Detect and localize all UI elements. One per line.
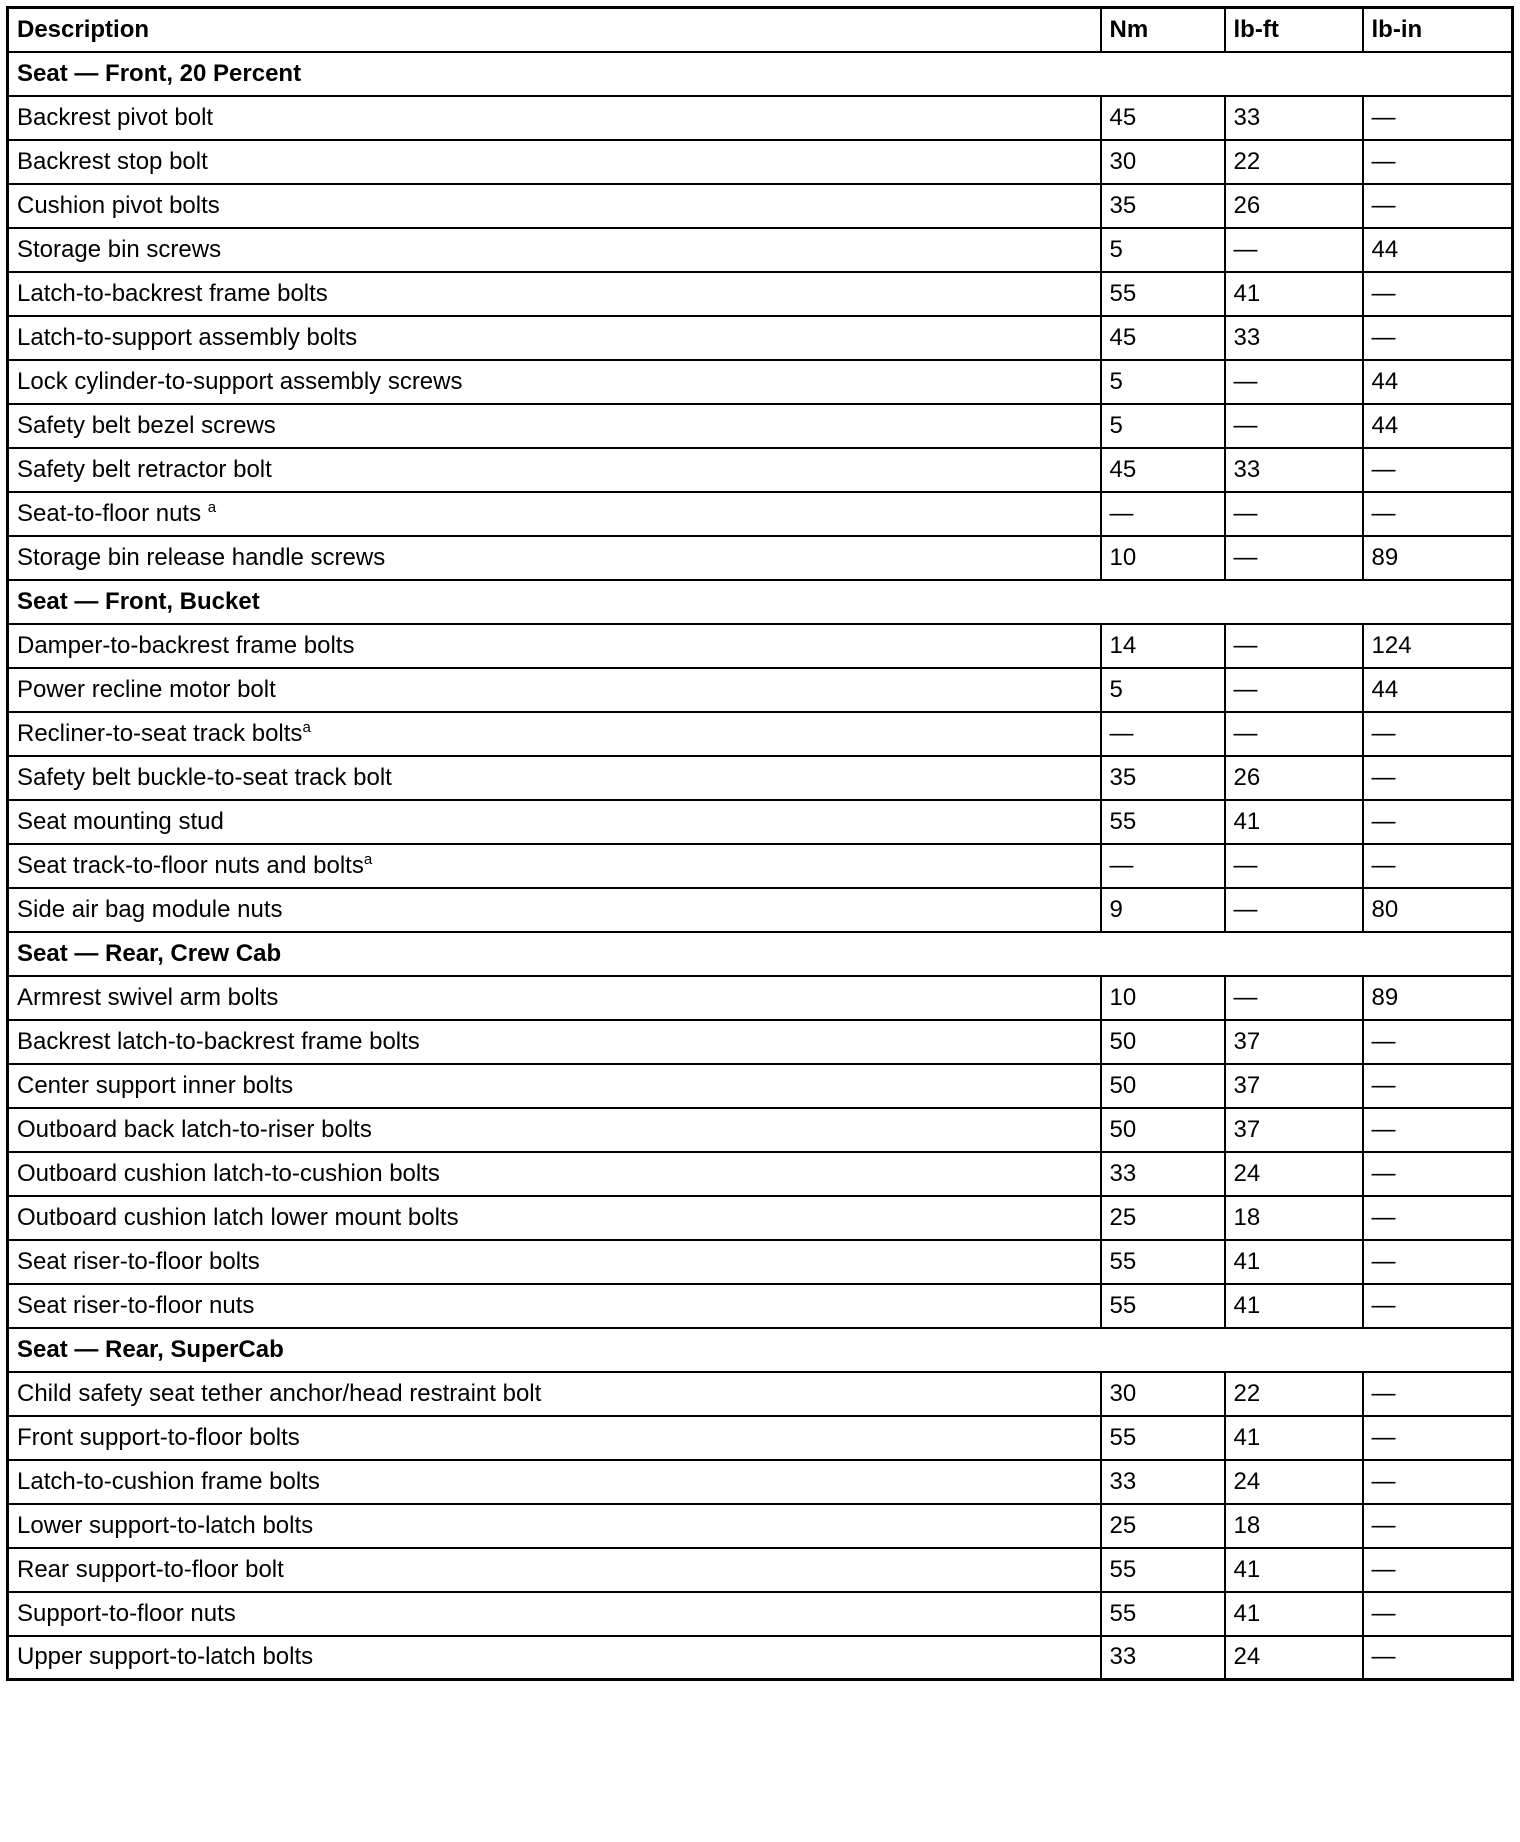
- description-cell: [8, 1240, 1101, 1284]
- description-cell: [8, 1416, 1101, 1460]
- description-text: Seat track-to-floor nuts and bolts: [17, 851, 364, 879]
- lb-ft-cell: 41: [1225, 272, 1363, 316]
- lb-in-cell: —: [1363, 1592, 1513, 1636]
- lb-ft-cell: 41: [1225, 1416, 1363, 1460]
- lb-ft-cell: —: [1225, 844, 1363, 888]
- lb-ft-cell: —: [1225, 228, 1363, 272]
- description-cell: [8, 624, 1101, 668]
- description-text: Latch-to-support assembly bolts: [17, 323, 358, 351]
- nm-cell: 35: [1101, 184, 1225, 228]
- lb-in-cell: —: [1363, 1284, 1513, 1328]
- description-text: Front support-to-floor bolts: [17, 1423, 300, 1451]
- lb-in-cell: —: [1363, 448, 1513, 492]
- lb-in-cell: 44: [1363, 404, 1513, 448]
- section-header-row: [8, 1328, 1513, 1372]
- lb-ft-cell: 33: [1225, 316, 1363, 360]
- nm-cell: 55: [1101, 272, 1225, 316]
- description-cell: [8, 404, 1101, 448]
- lb-in-cell: 89: [1363, 536, 1513, 580]
- description-cell: [8, 1020, 1101, 1064]
- lb-in-cell: —: [1363, 1020, 1513, 1064]
- description-cell: [8, 1460, 1101, 1504]
- nm-cell: 5: [1101, 668, 1225, 712]
- lb-in-cell: 44: [1363, 228, 1513, 272]
- description-cell: [8, 1196, 1101, 1240]
- table-row: [8, 1460, 1513, 1504]
- nm-cell: 33: [1101, 1460, 1225, 1504]
- lb-in-cell: —: [1363, 140, 1513, 184]
- lb-in-cell: —: [1363, 1636, 1513, 1680]
- description-cell: [8, 668, 1101, 712]
- description-text: Rear support-to-floor bolt: [17, 1555, 284, 1583]
- table-row: [8, 140, 1513, 184]
- lb-in-cell: —: [1363, 316, 1513, 360]
- lb-ft-cell: —: [1225, 712, 1363, 756]
- nm-cell: 45: [1101, 96, 1225, 140]
- description-cell: [8, 492, 1101, 536]
- lb-ft-cell: 24: [1225, 1636, 1363, 1680]
- description-text: Damper-to-backrest frame bolts: [17, 631, 355, 659]
- description-cell: [8, 976, 1101, 1020]
- header-description: Description: [8, 8, 1101, 52]
- section-title: Seat — Rear, Crew Cab: [8, 932, 1513, 976]
- footnote-marker: a: [207, 498, 217, 516]
- table-row: [8, 184, 1513, 228]
- description-text: Backrest pivot bolt: [17, 103, 214, 131]
- table-row: [8, 228, 1513, 272]
- description-cell: [8, 844, 1101, 888]
- nm-cell: 45: [1101, 448, 1225, 492]
- description-cell: [8, 360, 1101, 404]
- header-nm: Nm: [1101, 8, 1225, 52]
- header-lb-in: lb-in: [1363, 8, 1513, 52]
- description-cell: [8, 1372, 1101, 1416]
- table-row: [8, 1152, 1513, 1196]
- lb-ft-cell: —: [1225, 888, 1363, 932]
- torque-spec-table: [6, 6, 1514, 1681]
- nm-cell: 50: [1101, 1108, 1225, 1152]
- description-text: Side air bag module nuts: [17, 895, 283, 923]
- description-cell: [8, 184, 1101, 228]
- description-text: Seat mounting stud: [17, 807, 224, 835]
- lb-in-cell: —: [1363, 1064, 1513, 1108]
- table-row: [8, 1636, 1513, 1680]
- nm-cell: 55: [1101, 1240, 1225, 1284]
- nm-cell: —: [1101, 492, 1225, 536]
- lb-ft-cell: 24: [1225, 1460, 1363, 1504]
- description-text: Armrest swivel arm bolts: [17, 983, 279, 1011]
- description-text: Upper support-to-latch bolts: [17, 1643, 314, 1671]
- table-row: [8, 360, 1513, 404]
- table-row: [8, 1196, 1513, 1240]
- lb-in-cell: —: [1363, 1108, 1513, 1152]
- section-title: Seat — Front, 20 Percent: [8, 52, 1513, 96]
- description-text: Safety belt retractor bolt: [17, 455, 272, 483]
- nm-cell: —: [1101, 712, 1225, 756]
- nm-cell: 50: [1101, 1020, 1225, 1064]
- description-text: Seat riser-to-floor nuts: [17, 1291, 255, 1319]
- table-row: [8, 1504, 1513, 1548]
- lb-ft-cell: 41: [1225, 1548, 1363, 1592]
- description-cell: [8, 756, 1101, 800]
- table-row: [8, 844, 1513, 888]
- lb-ft-cell: 24: [1225, 1152, 1363, 1196]
- footnote-marker: a: [302, 718, 311, 736]
- table-row: [8, 96, 1513, 140]
- lb-ft-cell: —: [1225, 492, 1363, 536]
- description-text: Seat-to-floor nuts: [17, 499, 208, 527]
- description-cell: [8, 1152, 1101, 1196]
- table-row: [8, 1416, 1513, 1460]
- lb-in-cell: 80: [1363, 888, 1513, 932]
- description-cell: [8, 1636, 1101, 1680]
- description-text: Support-to-floor nuts: [17, 1599, 236, 1627]
- table-row: [8, 1240, 1513, 1284]
- description-text: Storage bin release handle screws: [17, 543, 386, 571]
- lb-ft-cell: 18: [1225, 1504, 1363, 1548]
- lb-in-cell: —: [1363, 844, 1513, 888]
- nm-cell: 35: [1101, 756, 1225, 800]
- lb-in-cell: —: [1363, 272, 1513, 316]
- nm-cell: 5: [1101, 404, 1225, 448]
- nm-cell: 25: [1101, 1504, 1225, 1548]
- lb-ft-cell: —: [1225, 976, 1363, 1020]
- lb-ft-cell: 26: [1225, 756, 1363, 800]
- lb-ft-cell: 37: [1225, 1064, 1363, 1108]
- table-body: [8, 52, 1513, 1680]
- description-text: Seat riser-to-floor bolts: [17, 1247, 260, 1275]
- description-text: Safety belt buckle-to-seat track bolt: [17, 763, 392, 791]
- table-row: [8, 668, 1513, 712]
- table-row: [8, 1108, 1513, 1152]
- lb-in-cell: —: [1363, 756, 1513, 800]
- description-cell: [8, 1108, 1101, 1152]
- table-row: [8, 888, 1513, 932]
- nm-cell: 50: [1101, 1064, 1225, 1108]
- lb-ft-cell: 41: [1225, 1592, 1363, 1636]
- description-text: Outboard back latch-to-riser bolts: [17, 1115, 372, 1143]
- description-cell: [8, 140, 1101, 184]
- table-row: [8, 756, 1513, 800]
- lb-ft-cell: 33: [1225, 96, 1363, 140]
- lb-in-cell: 89: [1363, 976, 1513, 1020]
- table-row: [8, 404, 1513, 448]
- lb-ft-cell: 18: [1225, 1196, 1363, 1240]
- nm-cell: 30: [1101, 1372, 1225, 1416]
- nm-cell: 45: [1101, 316, 1225, 360]
- nm-cell: 55: [1101, 1592, 1225, 1636]
- nm-cell: 33: [1101, 1152, 1225, 1196]
- description-text: Lock cylinder-to-support assembly screws: [17, 367, 463, 395]
- description-cell: [8, 1064, 1101, 1108]
- lb-in-cell: —: [1363, 1460, 1513, 1504]
- description-text: Power recline motor bolt: [17, 675, 276, 703]
- nm-cell: 55: [1101, 1284, 1225, 1328]
- table-row: [8, 624, 1513, 668]
- header-lb-ft: lb-ft: [1225, 8, 1363, 52]
- table-row: [8, 1592, 1513, 1636]
- table-row: [8, 976, 1513, 1020]
- description-text: Center support inner bolts: [17, 1071, 294, 1099]
- nm-cell: —: [1101, 844, 1225, 888]
- lb-ft-cell: 41: [1225, 800, 1363, 844]
- section-header-row: [8, 932, 1513, 976]
- description-text: Recliner-to-seat track bolts: [17, 719, 303, 747]
- table-row: [8, 800, 1513, 844]
- nm-cell: 33: [1101, 1636, 1225, 1680]
- description-cell: [8, 1504, 1101, 1548]
- description-cell: [8, 228, 1101, 272]
- description-cell: [8, 1284, 1101, 1328]
- section-title: Seat — Front, Bucket: [8, 580, 1513, 624]
- description-text: Safety belt bezel screws: [17, 411, 276, 439]
- table-row: [8, 536, 1513, 580]
- lb-in-cell: 44: [1363, 360, 1513, 404]
- lb-in-cell: —: [1363, 1196, 1513, 1240]
- lb-in-cell: —: [1363, 712, 1513, 756]
- lb-ft-cell: 37: [1225, 1108, 1363, 1152]
- lb-in-cell: —: [1363, 1548, 1513, 1592]
- lb-in-cell: —: [1363, 184, 1513, 228]
- table-row: [8, 712, 1513, 756]
- lb-ft-cell: 22: [1225, 140, 1363, 184]
- table-row: [8, 492, 1513, 536]
- description-text: Lower support-to-latch bolts: [17, 1511, 314, 1539]
- description-cell: [8, 712, 1101, 756]
- lb-ft-cell: 33: [1225, 448, 1363, 492]
- header-row: [8, 8, 1513, 52]
- table-row: [8, 448, 1513, 492]
- nm-cell: 9: [1101, 888, 1225, 932]
- description-cell: [8, 272, 1101, 316]
- lb-ft-cell: 37: [1225, 1020, 1363, 1064]
- description-text: Outboard cushion latch-to-cushion bolts: [17, 1159, 440, 1187]
- lb-in-cell: —: [1363, 1372, 1513, 1416]
- table-row: [8, 1284, 1513, 1328]
- description-cell: [8, 316, 1101, 360]
- description-text: Storage bin screws: [17, 235, 222, 263]
- description-cell: [8, 536, 1101, 580]
- lb-in-cell: 124: [1363, 624, 1513, 668]
- lb-ft-cell: —: [1225, 668, 1363, 712]
- description-cell: [8, 1592, 1101, 1636]
- nm-cell: 5: [1101, 228, 1225, 272]
- lb-ft-cell: —: [1225, 536, 1363, 580]
- description-cell: [8, 96, 1101, 140]
- description-text: Latch-to-backrest frame bolts: [17, 279, 328, 307]
- description-cell: [8, 1548, 1101, 1592]
- description-text: Cushion pivot bolts: [17, 191, 220, 219]
- table-row: [8, 1020, 1513, 1064]
- table-row: [8, 272, 1513, 316]
- lb-ft-cell: —: [1225, 360, 1363, 404]
- table-row: [8, 1372, 1513, 1416]
- description-text: Latch-to-cushion frame bolts: [17, 1467, 320, 1495]
- nm-cell: 55: [1101, 800, 1225, 844]
- lb-in-cell: —: [1363, 1152, 1513, 1196]
- nm-cell: 5: [1101, 360, 1225, 404]
- lb-ft-cell: 22: [1225, 1372, 1363, 1416]
- table-row: [8, 1548, 1513, 1592]
- lb-in-cell: —: [1363, 1504, 1513, 1548]
- description-cell: [8, 800, 1101, 844]
- nm-cell: 25: [1101, 1196, 1225, 1240]
- section-header-row: [8, 580, 1513, 624]
- lb-in-cell: —: [1363, 96, 1513, 140]
- nm-cell: 55: [1101, 1416, 1225, 1460]
- lb-ft-cell: 41: [1225, 1284, 1363, 1328]
- table-row: [8, 316, 1513, 360]
- table-row: [8, 1064, 1513, 1108]
- lb-in-cell: —: [1363, 1416, 1513, 1460]
- lb-in-cell: —: [1363, 492, 1513, 536]
- lb-in-cell: 44: [1363, 668, 1513, 712]
- footnote-marker: a: [363, 850, 373, 868]
- section-header-row: [8, 52, 1513, 96]
- nm-cell: 14: [1101, 624, 1225, 668]
- nm-cell: 55: [1101, 1548, 1225, 1592]
- lb-ft-cell: —: [1225, 404, 1363, 448]
- nm-cell: 30: [1101, 140, 1225, 184]
- nm-cell: 10: [1101, 976, 1225, 1020]
- description-text: Backrest stop bolt: [17, 147, 208, 175]
- lb-ft-cell: 26: [1225, 184, 1363, 228]
- lb-in-cell: —: [1363, 800, 1513, 844]
- description-text: Outboard cushion latch lower mount bolts: [17, 1203, 459, 1231]
- description-text: Child safety seat tether anchor/head restraint bolt: [17, 1379, 542, 1407]
- lb-ft-cell: —: [1225, 624, 1363, 668]
- nm-cell: 10: [1101, 536, 1225, 580]
- description-cell: [8, 448, 1101, 492]
- lb-in-cell: —: [1363, 1240, 1513, 1284]
- description-text: Backrest latch-to-backrest frame bolts: [17, 1027, 420, 1055]
- section-title: Seat — Rear, SuperCab: [8, 1328, 1513, 1372]
- description-cell: [8, 888, 1101, 932]
- lb-ft-cell: 41: [1225, 1240, 1363, 1284]
